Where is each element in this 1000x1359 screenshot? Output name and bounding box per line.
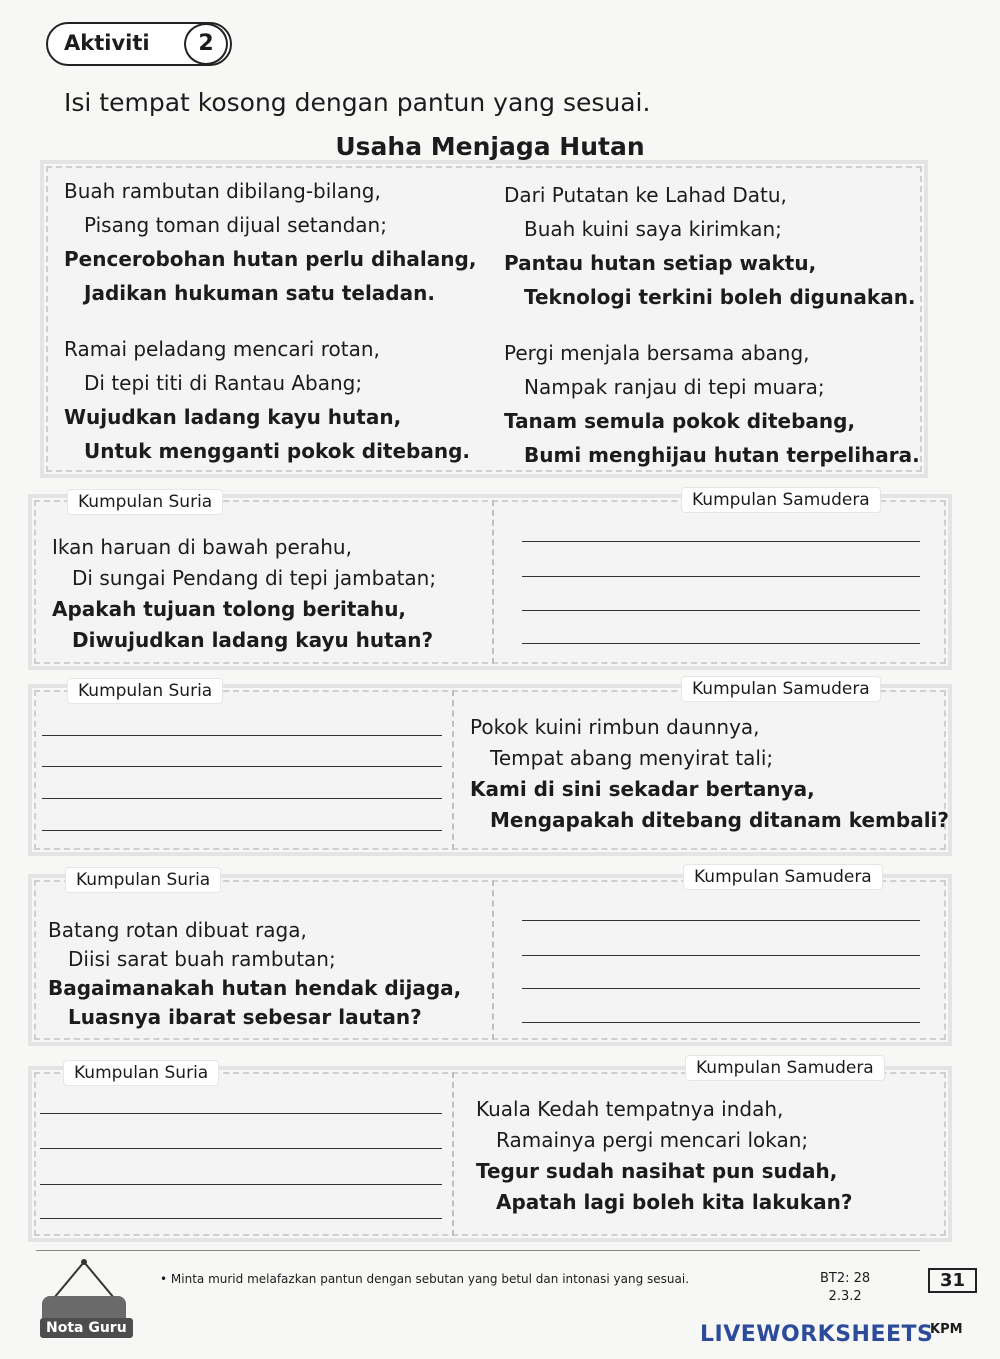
answer-line[interactable]	[42, 830, 442, 831]
divider	[452, 690, 454, 850]
verse-line: Apatah lagi boleh kita lakukan?	[496, 1190, 853, 1214]
verse-line: Batang rotan dibuat raga,	[48, 918, 307, 942]
group-tab-suria: Kumpulan Suria	[66, 868, 220, 892]
footer-divider	[36, 1250, 920, 1251]
group-tab-suria: Kumpulan Suria	[68, 679, 222, 703]
answer-line[interactable]	[40, 1148, 442, 1149]
verse-line: Tempat abang menyirat tali;	[490, 746, 774, 770]
divider	[452, 1072, 454, 1236]
example-pantun-1	[64, 174, 476, 310]
verse-line: Di sungai Pendang di tepi jambatan;	[72, 566, 437, 590]
answer-line[interactable]	[40, 1113, 442, 1114]
verse-line: Kami di sini sekadar bertanya,	[470, 777, 815, 801]
verse-line: Pokok kuini rimbun daunnya,	[470, 715, 760, 739]
page-title: Usaha Menjaga Hutan	[335, 132, 645, 161]
activity-badge	[46, 22, 232, 66]
verse-line: Buah rambutan dibilang-bilang,	[64, 179, 381, 203]
answer-line[interactable]	[42, 735, 442, 736]
group-tab-samudera: Kumpulan Samudera	[682, 488, 880, 512]
example-pantun-2	[504, 178, 916, 314]
group-tab-suria: Kumpulan Suria	[64, 1061, 218, 1085]
nota-guru-label: Nota Guru	[40, 1318, 133, 1338]
verse-line: Teknologi terkini boleh digunakan.	[524, 285, 916, 309]
verse-line: Wujudkan ladang kayu hutan,	[64, 405, 402, 429]
verse-line: Tanam semula pokok ditebang,	[504, 409, 856, 433]
group-tab-samudera: Kumpulan Samudera	[686, 1056, 884, 1080]
divider	[492, 880, 494, 1040]
verse-line: Ikan haruan di bawah perahu,	[52, 535, 352, 559]
exercise-pantun-3	[48, 916, 461, 1032]
answer-line[interactable]	[522, 576, 920, 577]
verse-line: Buah kuini saya kirimkan;	[524, 217, 782, 241]
exercise-pantun-4	[476, 1094, 852, 1218]
example-pantun-3	[64, 332, 470, 468]
verse-line: Pantau hutan setiap waktu,	[504, 251, 817, 275]
verse-line: Ramainya pergi mencari lokan;	[496, 1128, 809, 1152]
verse-line: Kuala Kedah tempatnya indah,	[476, 1097, 784, 1121]
activity-label: Aktiviti	[64, 31, 150, 55]
group-tab-samudera: Kumpulan Samudera	[682, 677, 880, 701]
verse-line: Ramai peladang mencari rotan,	[64, 337, 380, 361]
answer-line[interactable]	[522, 920, 920, 921]
group-tab-samudera: Kumpulan Samudera	[684, 865, 882, 889]
verse-line: Luasnya ibarat sebesar lautan?	[68, 1005, 422, 1029]
answer-line[interactable]	[522, 988, 920, 989]
example-pantun-4	[504, 336, 920, 472]
bt-code: BT2: 28	[820, 1271, 871, 1286]
verse-line: Di tepi titi di Rantau Abang;	[84, 371, 363, 395]
std-code: 2.3.2	[828, 1289, 862, 1304]
verse-line: Diisi sarat buah rambutan;	[68, 947, 336, 971]
exercise-pantun-1	[52, 532, 436, 656]
answer-line[interactable]	[40, 1218, 442, 1219]
verse-line: Jadikan hukuman satu teladan.	[84, 281, 435, 305]
instruction: Isi tempat kosong dengan pantun yang sesuai.	[64, 88, 651, 117]
teacher-note: • Minta murid melafazkan pantun dengan sebutan yang betul dan intonasi yang sesuai.	[160, 1272, 690, 1286]
verse-line: Mengapakah ditebang ditanam kembali?	[490, 808, 950, 832]
answer-line[interactable]	[40, 1184, 442, 1185]
verse-line: Bumi menghijau hutan terpelihara.	[524, 443, 920, 467]
teacher-note-text: Minta murid melafazkan pantun dengan sebutan yang betul dan intonasi yang sesuai.	[170, 1272, 690, 1286]
brand-logo: LIVEWORKSHEETS	[700, 1322, 934, 1347]
divider	[492, 500, 494, 664]
standard-reference	[820, 1270, 870, 1306]
verse-line: Pencerobohan hutan perlu dihalang,	[64, 247, 477, 271]
verse-line: Bagaimanakah hutan hendak dijaga,	[48, 976, 462, 1000]
answer-line[interactable]	[522, 610, 920, 611]
verse-line: Nampak ranjau di tepi muara;	[524, 375, 825, 399]
answer-line[interactable]	[42, 798, 442, 799]
answer-line[interactable]	[522, 643, 920, 644]
verse-line: Diwujudkan ladang kayu hutan?	[72, 628, 434, 652]
exercise-pantun-2	[470, 712, 949, 836]
verse-line: Pisang toman dijual setandan;	[84, 213, 387, 237]
verse-line: Apakah tujuan tolong beritahu,	[52, 597, 407, 621]
group-tab-suria: Kumpulan Suria	[68, 490, 222, 514]
answer-line[interactable]	[42, 766, 442, 767]
verse-line: Tegur sudah nasihat pun sudah,	[476, 1159, 838, 1183]
answer-line[interactable]	[522, 955, 920, 956]
activity-number: 2	[184, 23, 228, 65]
answer-line[interactable]	[522, 541, 920, 542]
page-number: 31	[928, 1268, 977, 1293]
kpm-logo: KPM	[930, 1322, 963, 1337]
verse-line: Pergi menjala bersama abang,	[504, 341, 810, 365]
verse-line: Untuk mengganti pokok ditebang.	[84, 439, 471, 463]
answer-line[interactable]	[522, 1022, 920, 1023]
verse-line: Dari Putatan ke Lahad Datu,	[504, 183, 787, 207]
